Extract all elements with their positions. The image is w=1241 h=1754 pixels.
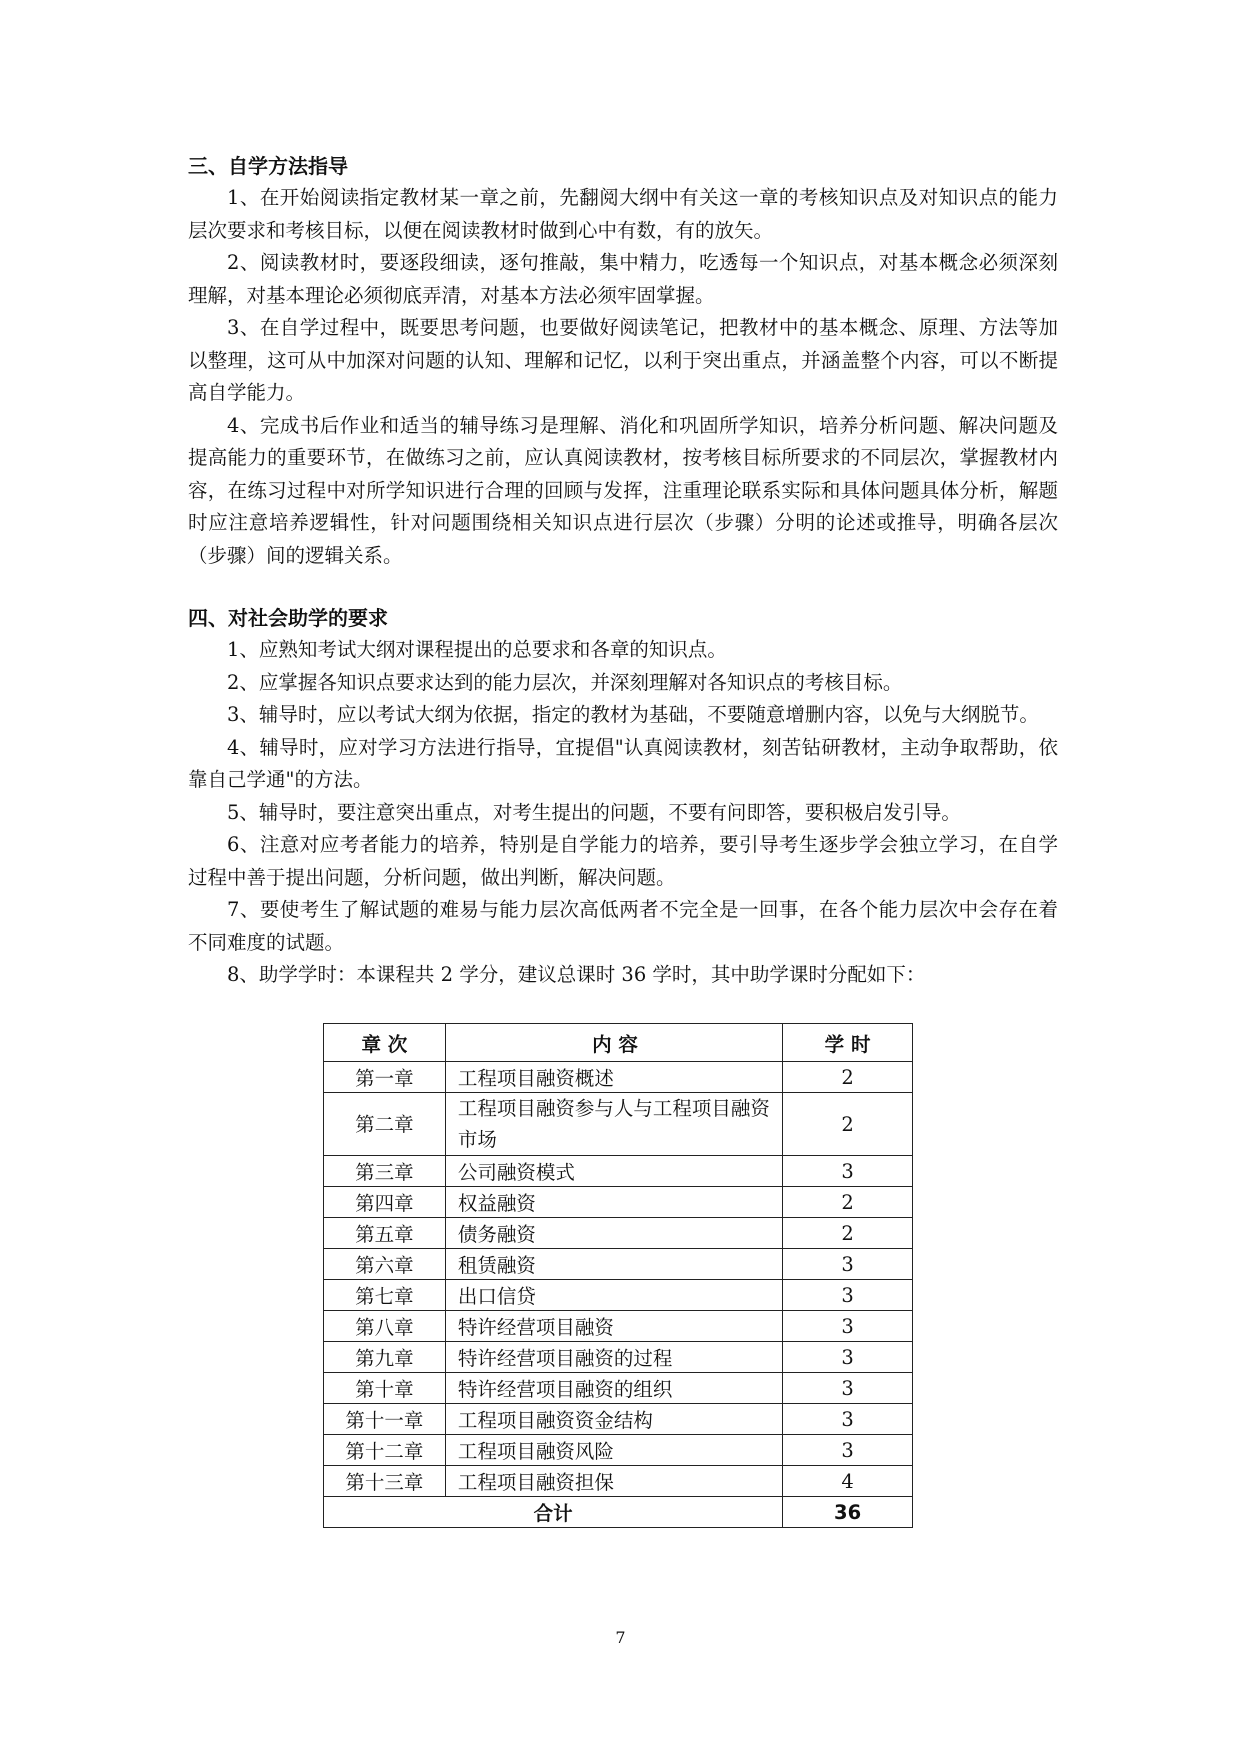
table-header-row [324, 1024, 913, 1062]
cell-content: 特许经营项目融资的组织 [445, 1373, 782, 1404]
table-row [324, 1249, 913, 1280]
cell-hours: 3 [783, 1342, 913, 1373]
table-row [324, 1093, 913, 1156]
total-hours: 36 [783, 1497, 913, 1528]
table-row [324, 1373, 913, 1404]
table-row [324, 1187, 913, 1218]
hours-table [323, 1023, 913, 1528]
paragraph: 6、注意对应考者能力的培养，特别是自学能力的培养，要引导考生逐步学会独立学习，在自学过程中善于提出问题，分析问题，做出判断，解决问题。 [188, 833, 1058, 889]
page-number: 7 [615, 1628, 626, 1647]
paragraph: 5、辅导时，要注意突出重点，对考生提出的问题，不要有问即答，要积极启发引导。 [227, 800, 961, 824]
cell-hours: 2 [783, 1062, 913, 1093]
cell-chapter: 第四章 [324, 1187, 446, 1218]
paragraph: 4、辅导时，应对学习方法进行指导，宜提倡"认真阅读教材，刻苦钻研教材，主动争取帮助，依靠自己学通"的方法。 [188, 735, 1058, 791]
cell-chapter: 第十章 [324, 1373, 446, 1404]
paragraph: 1、应熟知考试大纲对课程提出的总要求和各章的知识点。 [227, 638, 727, 661]
cell-chapter: 第十二章 [324, 1435, 446, 1466]
table-row [324, 1466, 913, 1497]
header-content: 内 容 [445, 1024, 782, 1062]
body-text [188, 150, 1058, 992]
cell-content: 租赁融资 [445, 1249, 782, 1280]
cell-content: 工程项目融资概述 [445, 1062, 782, 1093]
cell-chapter: 第六章 [324, 1249, 446, 1280]
cell-content: 工程项目融资参与人与工程项目融资市场 [445, 1093, 782, 1156]
total-label: 合计 [324, 1497, 783, 1528]
paragraph: 4、完成书后作业和适当的辅导练习是理解、消化和巩固所学知识，培养分析问题、解决问题及提高能力的重要环节，在做练习之前，应认真阅读教材，按考核目标所要求的不同层次，掌握教材内容，在练习过程中对所学知识进行合理的回顾与发挥，注重理论联系实际和具体问题具体分析，解题时应注意培养逻辑性，针对问题围绕相关知识点进行层次（步骤）分明的论述或推导，明确各层次（步骤）间的逻辑关系。 [188, 413, 1058, 567]
cell-content: 特许经营项目融资 [445, 1311, 782, 1342]
cell-chapter: 第三章 [324, 1156, 446, 1187]
cell-hours: 3 [783, 1404, 913, 1435]
cell-content: 工程项目融资资金结构 [445, 1404, 782, 1435]
cell-hours: 2 [783, 1187, 913, 1218]
header-hours: 学 时 [783, 1024, 913, 1062]
table-row [324, 1342, 913, 1373]
table-total-row [324, 1497, 913, 1528]
cell-chapter: 第九章 [324, 1342, 446, 1373]
cell-content: 工程项目融资风险 [445, 1435, 782, 1466]
header-chapter: 章 次 [324, 1024, 446, 1062]
cell-content: 出口信贷 [445, 1280, 782, 1311]
cell-hours: 2 [783, 1218, 913, 1249]
cell-content: 权益融资 [445, 1187, 782, 1218]
table-row [324, 1156, 913, 1187]
paragraph: 3、辅导时，应以考试大纲为依据，指定的教材为基础，不要随意增删内容，以免与大纲脱节。 [227, 703, 1039, 726]
cell-chapter: 第五章 [324, 1218, 446, 1249]
paragraph: 1、在开始阅读指定教材某一章之前，先翻阅大纲中有关这一章的考核知识点及对知识点的能力层次要求和考核目标，以便在阅读教材时做到心中有数，有的放矢。 [188, 186, 1058, 242]
table-row [324, 1218, 913, 1249]
table-row [324, 1435, 913, 1466]
cell-chapter: 第二章 [324, 1093, 446, 1156]
cell-hours: 4 [783, 1466, 913, 1497]
table-row [324, 1404, 913, 1435]
paragraph: 3、在自学过程中，既要思考问题，也要做好阅读笔记，把教材中的基本概念、原理、方法等加以整理，这可从中加深对问题的认知、理解和记忆，以利于突出重点，并涵盖整个内容，可以不断提高自学能力。 [188, 316, 1058, 404]
cell-chapter: 第一章 [324, 1062, 446, 1093]
paragraph: 7、要使考生了解试题的难易与能力层次高低两者不完全是一回事，在各个能力层次中会存在着不同难度的试题。 [188, 898, 1058, 954]
cell-hours: 2 [783, 1093, 913, 1156]
cell-content: 特许经营项目融资的过程 [445, 1342, 782, 1373]
table-row [324, 1311, 913, 1342]
cell-hours: 3 [783, 1280, 913, 1311]
cell-content: 公司融资模式 [445, 1156, 782, 1187]
paragraph: 2、应掌握各知识点要求达到的能力层次，并深刻理解对各知识点的考核目标。 [227, 670, 903, 694]
cell-chapter: 第十一章 [324, 1404, 446, 1435]
cell-hours: 3 [783, 1311, 913, 1342]
paragraph: 2、阅读教材时，要逐段细读，逐句推敲，集中精力，吃透每一个知识点，对基本概念必须深刻理解，对基本理论必须彻底弄清，对基本方法必须牢固掌握。 [188, 251, 1058, 307]
section-heading-self-study: 三、自学方法指导 [188, 154, 348, 178]
cell-chapter: 第十三章 [324, 1466, 446, 1497]
section-heading-assistance: 四、对社会助学的要求 [188, 606, 388, 630]
cell-hours: 3 [783, 1156, 913, 1187]
cell-hours: 3 [783, 1435, 913, 1466]
cell-chapter: 第七章 [324, 1280, 446, 1311]
cell-content: 债务融资 [445, 1218, 782, 1249]
table-row [324, 1062, 913, 1093]
cell-content: 工程项目融资担保 [445, 1466, 782, 1497]
cell-hours: 3 [783, 1373, 913, 1404]
paragraph: 8、助学学时：本课程共 2 学分，建议总课时 36 学时，其中助学课时分配如下： [227, 963, 926, 986]
cell-chapter: 第八章 [324, 1311, 446, 1342]
table-row [324, 1280, 913, 1311]
cell-hours: 3 [783, 1249, 913, 1280]
